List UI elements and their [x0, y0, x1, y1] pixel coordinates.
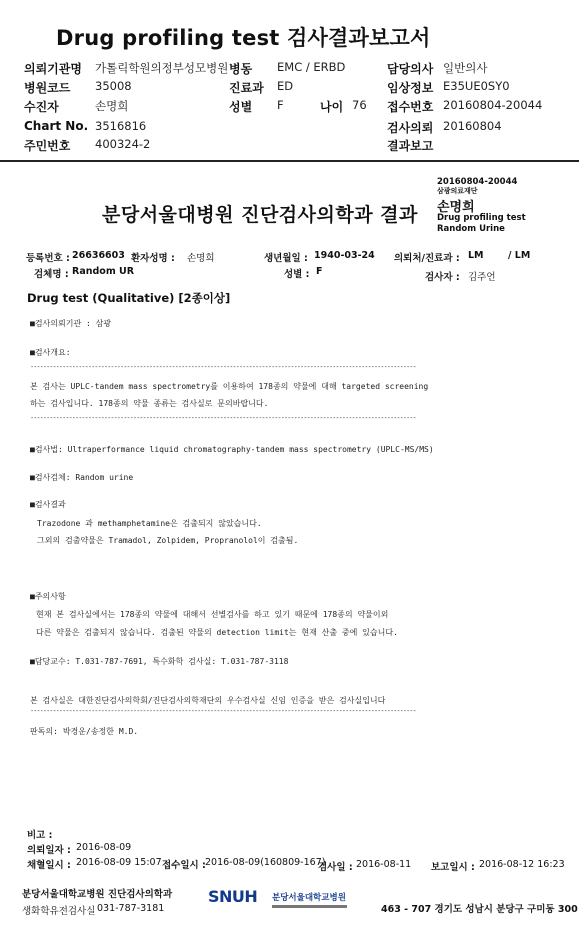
value-requesting-org: 가톨릭학원의정부성모병원 — [95, 61, 229, 75]
label-doctor: 담당의사 — [387, 62, 434, 76]
line-overview-1: 본 검사는 UPLC-tandem mass spectrometry를 이용하여 178종의 약물에 대해 targeted screening — [30, 382, 429, 391]
line-overview-2: 하는 검사입니다. 178종의 약물 종류는 검사실로 문의바랍니다. — [30, 399, 269, 408]
label-receipt-time: 접수일시 : — [162, 860, 206, 871]
value-resident-no: 400324-2 — [95, 137, 151, 151]
label-patient-name: 환자성명 : — [131, 253, 175, 264]
line-overview-head: ■검사개요: — [30, 348, 71, 357]
snuh-logo: SNUH — [208, 887, 258, 906]
line-caution-head: ■주의사항 — [30, 592, 66, 601]
label-report-sex: 성별 : — [284, 269, 310, 280]
line-result-2: 그외의 검출약물은 Tramadol, Zolpidem, Propranolol이 검출됨. — [37, 536, 299, 545]
label-clinical-info: 임상정보 — [387, 81, 434, 95]
label-requesting-org: 의뢰기관명 — [24, 62, 82, 76]
line-caution-2: 다른 약물은 검출되지 않습니다. 검출된 약물의 detection limit는 현재 산출 중에 있습니다. — [36, 628, 398, 637]
report-heading: 분당서울대병원 진단검사의학과 결과 — [102, 204, 418, 226]
label-receipt-no: 접수번호 — [387, 100, 434, 114]
value-hospital-code: 35008 — [95, 79, 132, 93]
value-receipt-time: 2016-08-09(160809-167) — [205, 857, 326, 868]
stamp-test-name: Drug profiling test — [437, 213, 526, 223]
value-doctor: 일반의사 — [443, 61, 488, 75]
line-contact: ■담당교수: T.031-787-7691, 특수화학 검사실: T.031-787-3118 — [30, 657, 289, 666]
dash-line: ------------------------------------------------------------------------------------------------------------------------ — [30, 707, 416, 715]
org-lab: 생화학유전검사실 — [22, 906, 96, 917]
label-chart-no: Chart No. — [24, 119, 89, 133]
label-remark: 비고 : — [27, 830, 53, 841]
value-clinical-info: E35UE0SY0 — [443, 79, 510, 93]
value-chart-no: 3516816 — [95, 119, 147, 133]
line-result-head: ■검사결과 — [30, 500, 66, 509]
label-exam-date: 검사일 : — [318, 862, 353, 873]
label-request-date-footer: 의뢰일자 : — [27, 845, 71, 856]
snuh-logo-korean: 분당서울대학교병원 — [272, 893, 346, 903]
value-dob: 1940-03-24 — [314, 250, 375, 261]
value-registration-no: 26636603 — [72, 250, 125, 261]
value-sex: F — [277, 98, 284, 112]
value-ward: EMC / ERBD — [277, 60, 346, 74]
stamp-specimen: Random Urine — [437, 224, 505, 234]
label-registration-no: 등록번호 : — [26, 253, 70, 264]
dash-line: ------------------------------------------------------------------------------------------------------------------------ — [30, 414, 416, 422]
value-patient-name: 손명희 — [187, 253, 215, 264]
org-name: 분당서울대학교병원 진단검사의학과 — [22, 889, 173, 900]
line-caution-1: 현재 본 검사실에서는 178종의 약물에 대해서 선별검사를 하고 있기 때문에 178종의 약물이외 — [36, 610, 389, 619]
report-title: Drug profiling test 검사결과보고서 — [56, 26, 431, 50]
line-institution: ■검사의뢰기관 : 삼광 — [30, 319, 112, 328]
value-specimen: Random UR — [72, 266, 135, 277]
value-age: 76 — [352, 98, 367, 112]
stamp-receipt-no: 20160804-20044 — [437, 177, 518, 187]
label-request-date: 검사의뢰 — [387, 121, 434, 135]
stamp-patient-name: 손명희 — [437, 200, 475, 215]
divider — [0, 160, 579, 162]
value-exam-date: 2016-08-11 — [356, 859, 412, 870]
line-method: ■검사법: Ultraperformance liquid chromatography-tandem mass spectrometry (UPLC-MS/MS) — [30, 445, 434, 454]
line-certification: 본 검사실은 대한진단검사의학회/진단검사의학재단의 우수검사실 신임 인증을 받은 검사실입니다 — [30, 696, 386, 705]
value-collect-time: 2016-08-09 15:07 — [76, 857, 162, 868]
org-address: 463 - 707 경기도 성남시 분당구 구미동 300 — [381, 904, 578, 915]
label-patient: 수진자 — [24, 100, 59, 114]
value-request-date: 20160804 — [443, 119, 502, 133]
label-age: 나이 — [320, 100, 344, 114]
label-ward: 병동 — [229, 62, 253, 76]
label-sex: 성별 — [229, 100, 253, 114]
line-reader: 판독의: 박경운/송정한 M.D. — [30, 727, 139, 736]
value-patient: 손명희 — [95, 99, 129, 113]
value-receipt-no: 20160804-20044 — [443, 98, 543, 112]
line-specimen: ■검사검체: Random urine — [30, 473, 134, 482]
label-hospital-code: 병원코드 — [24, 81, 71, 95]
line-result-1: Trazodone 과 methamphetamine은 검출되지 않았습니다. — [37, 519, 262, 528]
value-dept: / LM — [508, 250, 531, 261]
label-dob: 생년월일 : — [264, 253, 308, 264]
label-examiner: 검사자 : — [425, 272, 460, 283]
label-resident-no: 주민번호 — [24, 139, 71, 153]
label-department: 진료과 — [229, 81, 264, 95]
label-result-report: 결과보고 — [387, 139, 434, 153]
logo-subline — [272, 905, 347, 908]
value-department: ED — [277, 79, 294, 93]
org-phone: 031-787-3181 — [97, 903, 165, 914]
label-specimen: 검체명 : — [34, 269, 69, 280]
dash-line: ------------------------------------------------------------------------------------------------------------------------ — [30, 363, 416, 371]
value-report-sex: F — [316, 266, 323, 277]
label-report-time: 보고일시 : — [431, 862, 475, 873]
value-requester: LM — [468, 250, 484, 261]
label-requester-dept: 의뢰처/진료과 : — [394, 253, 460, 264]
value-report-time: 2016-08-12 16:23 — [479, 859, 565, 870]
value-request-date-footer: 2016-08-09 — [76, 842, 132, 853]
label-collect-time: 채혈일시 : — [27, 860, 71, 871]
value-examiner: 김주언 — [468, 272, 496, 283]
test-name: Drug test (Qualitative) [2종이상] — [27, 291, 231, 305]
stamp-lab-name: 삼광의료재단 — [437, 187, 478, 195]
